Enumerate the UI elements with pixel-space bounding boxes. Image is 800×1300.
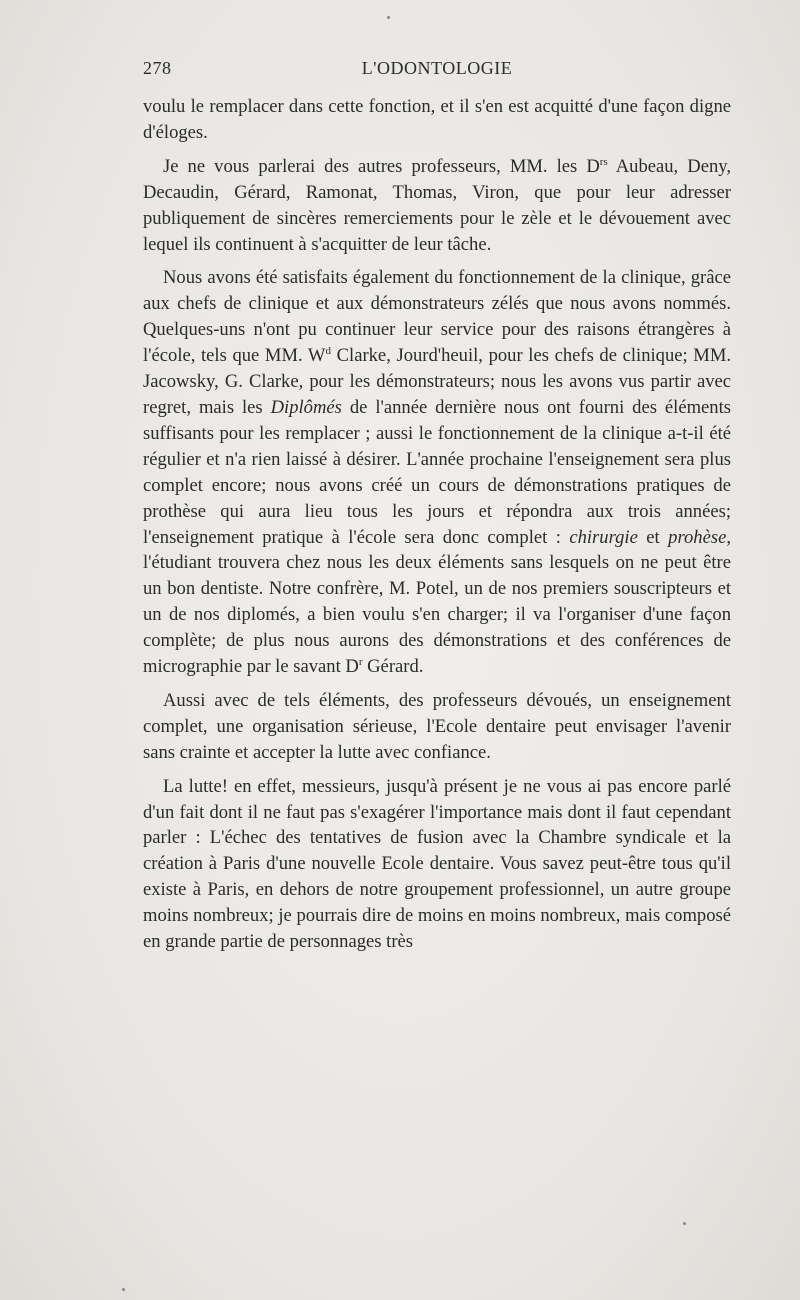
text-run: Aubeau, Deny, Decaudin, Gérard, Ramonat, Thomas, Viron, que pour leur adresser publiquement de sincères remerciements pour le zèle et le dévouement avec lequel ils continuent à s'acquitter de leur tâche.	[143, 155, 731, 255]
paragraph-4: Aussi avec de tels éléments, des professeurs dévoués, un enseignement complet, une organisation sérieuse, l'Ecole dentaire peut envisager l'avenir sans crainte et accepter la lutte avec confiance.	[143, 689, 731, 763]
paper-speck	[683, 1222, 686, 1225]
text-run: Clarke, Jourd'heuil, pour les chefs de clinique; MM. Jacowsky, G. Clarke, pour les démonstrateurs; nous les avons vus partir avec regret, mais les	[143, 345, 732, 418]
text-run: Nous avons été satisfaits également du fonctionnement de la clinique, grâce aux chefs de clinique et aux démonstrateurs zélés que nous avons nommés. Quelques-uns n'ont pu continuer leur service pour des raisons étrangères à l'école, tels que MM. W	[143, 267, 731, 367]
paper-speck	[122, 1288, 125, 1291]
paragraph-3	[143, 265, 731, 680]
text-run: de l'année dernière nous ont fourni des éléments suffisants pour les remplacer ; aussi le fonctionnement de la clinique a-t-il été régulier et n'a rien laissé à désirer. L'année prochaine l'enseignement sera plus complet encore; nous avons créé un cours de démonstrations pratiques de prothèse qui aura lieu tous les jours et répondra aux trois années; l'enseignement pratique à l'école sera donc complet :	[143, 396, 731, 548]
superscript: rs	[599, 155, 608, 168]
paper-speck	[387, 16, 390, 19]
italic-text: prohèse	[668, 526, 727, 548]
text-run: Je ne vous parlerai des autres professeurs, MM. les D	[163, 155, 600, 177]
running-title: L'ODONTOLOGIE	[361, 58, 513, 78]
italic-text: Diplômés	[270, 396, 342, 418]
paragraph-5: La lutte! en effet, messieurs, jusqu'à présent je ne vous ai pas encore parlé d'un fait dont il ne faut pas s'exagérer l'importance mais dont il faut cependant parler : L'échec des tentatives de fusion avec la Chambre syndicale et la création à Paris d'une nouvelle Ecole dentaire. Vous savez peut-être tous qu'il existe à Paris, en dehors de notre groupement professionnel, un autre groupe moins nombreux; je pourrais dire de moins en moins nombreux, mais composé en grande partie de personnages très	[143, 775, 731, 953]
superscript: d	[325, 345, 331, 358]
text-run: et	[637, 526, 669, 548]
italic-text: chirurgie	[569, 526, 638, 548]
text-run: Gérard.	[362, 656, 424, 678]
text-run: , l'étudiant trouvera chez nous les deux éléments sans lesquels on ne peut être un bon dentiste. Notre confrère, M. Potel, un de nos premiers souscripteurs et un de nos diplomés, a bien voulu s'en charger; il va l'organiser d'une façon complète; de plus nous aurons des démonstrations et des conférences de micrographie par le savant D	[143, 526, 732, 678]
page-number: 278	[143, 58, 172, 78]
body-text	[143, 94, 731, 955]
paragraph-2	[143, 154, 731, 258]
page-header	[143, 58, 731, 88]
paragraph-1: voulu le remplacer dans cette fonction, et il s'en est acquitté d'une façon digne d'éloges.	[143, 96, 731, 143]
superscript: r	[358, 656, 363, 669]
